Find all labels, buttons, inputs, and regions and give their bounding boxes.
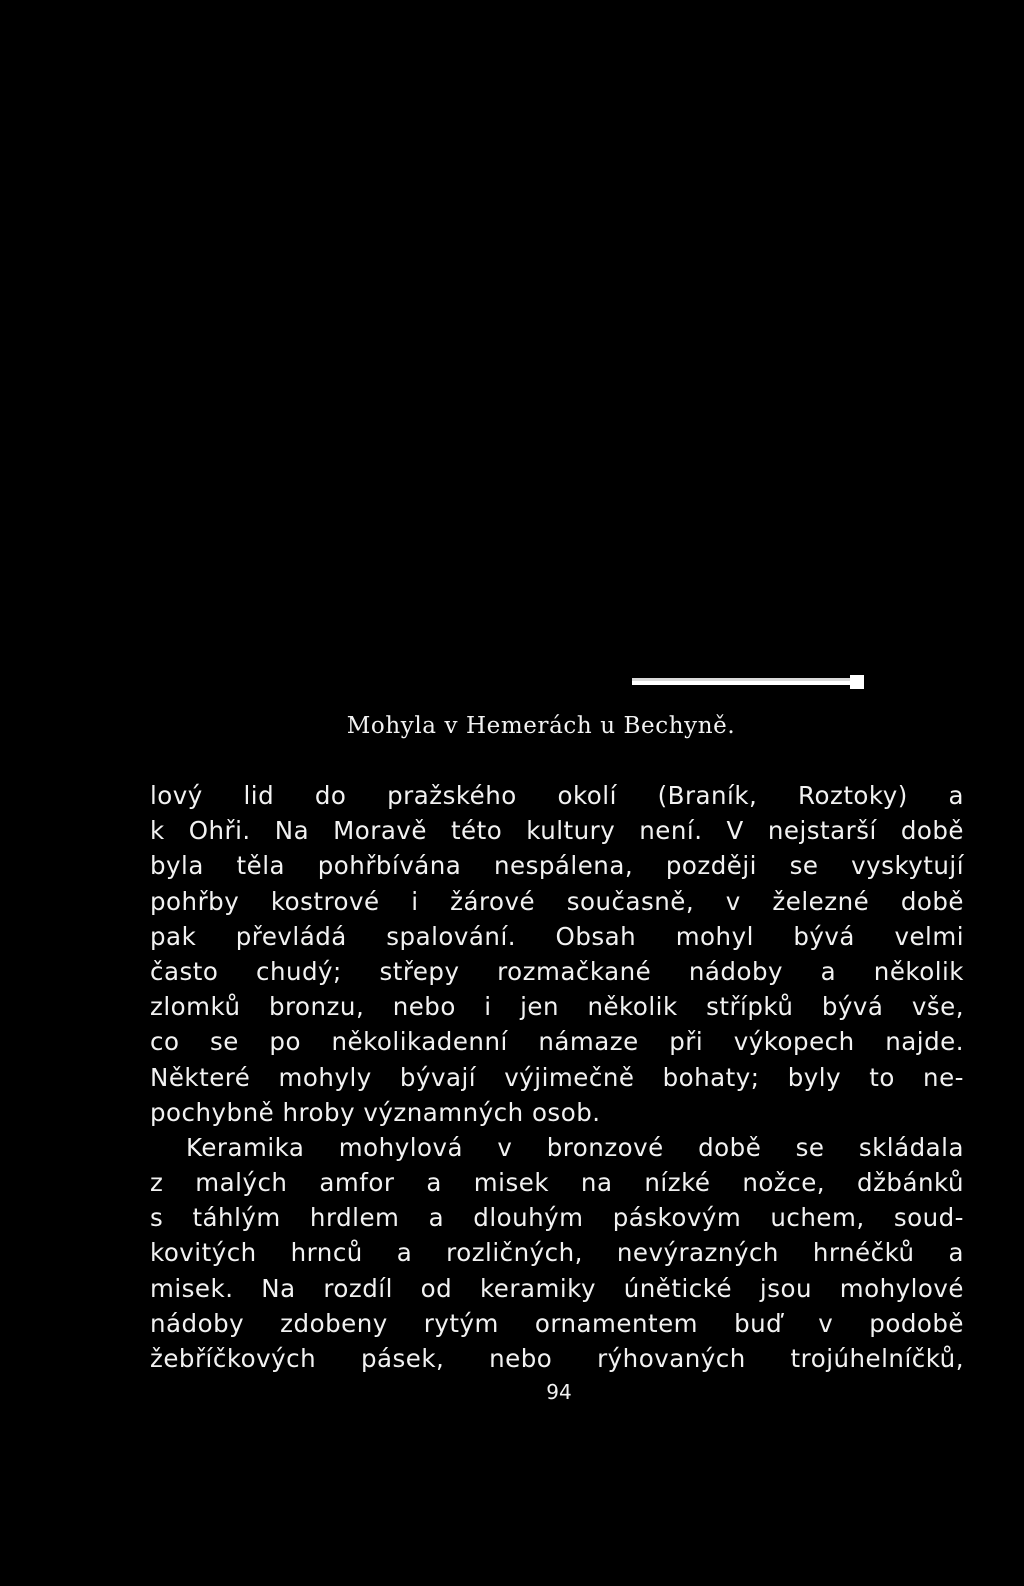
text-line: kovitých hrnců a rozličných, nevýrazných hrnéčků a (150, 1238, 964, 1268)
text-line: nádoby zdobeny rytým ornamentem buď v podobě (150, 1308, 964, 1338)
text-line: s táhlým hrdlem a dlouhým páskovým uchem, soud- (150, 1203, 964, 1233)
text-line: z malých amfor a misek na nízké nožce, džbánků (150, 1168, 964, 1198)
text-line: co se po několikadenní námaze při výkopech najde. (150, 1027, 964, 1057)
text-line: pohřby kostrové i žárové současně, v železné době (150, 886, 964, 916)
illustration-edge (632, 675, 864, 689)
text-line: k Ohři. Na Moravě této kultury není. V nejstarší době (150, 816, 964, 846)
text-line: Keramika mohylová v bronzové době se skládala (186, 1132, 964, 1162)
text-line: často chudý; střepy rozmačkané nádoby a několik (150, 956, 964, 986)
text-line: lový lid do pražského okolí (Braník, Roztoky) a (150, 781, 964, 810)
text-line: misek. Na rozdíl od keramiky únětické jsou mohylové (150, 1273, 964, 1303)
text-line: pak převládá spalování. Obsah mohyl bývá velmi (150, 921, 964, 951)
text-line: Některé mohyly bývají výjimečně bohaty; byly to ne- (150, 1062, 964, 1092)
text-line: žebříčkových pásek, nebo rýhovaných trojúhelníčků, (150, 1344, 964, 1373)
page-number: 94 (546, 1380, 572, 1404)
body-text (150, 778, 964, 1376)
figure-caption: Mohyla v Hemerách u Bechyně. (346, 713, 736, 739)
text-line: zlomků bronzu, nebo i jen několik střípků bývá vše, (150, 992, 964, 1022)
text-line: pochybně hroby významných osob. (150, 1097, 601, 1127)
text-line: byla těla pohřbívána nespálena, později se vyskytují (150, 851, 964, 881)
